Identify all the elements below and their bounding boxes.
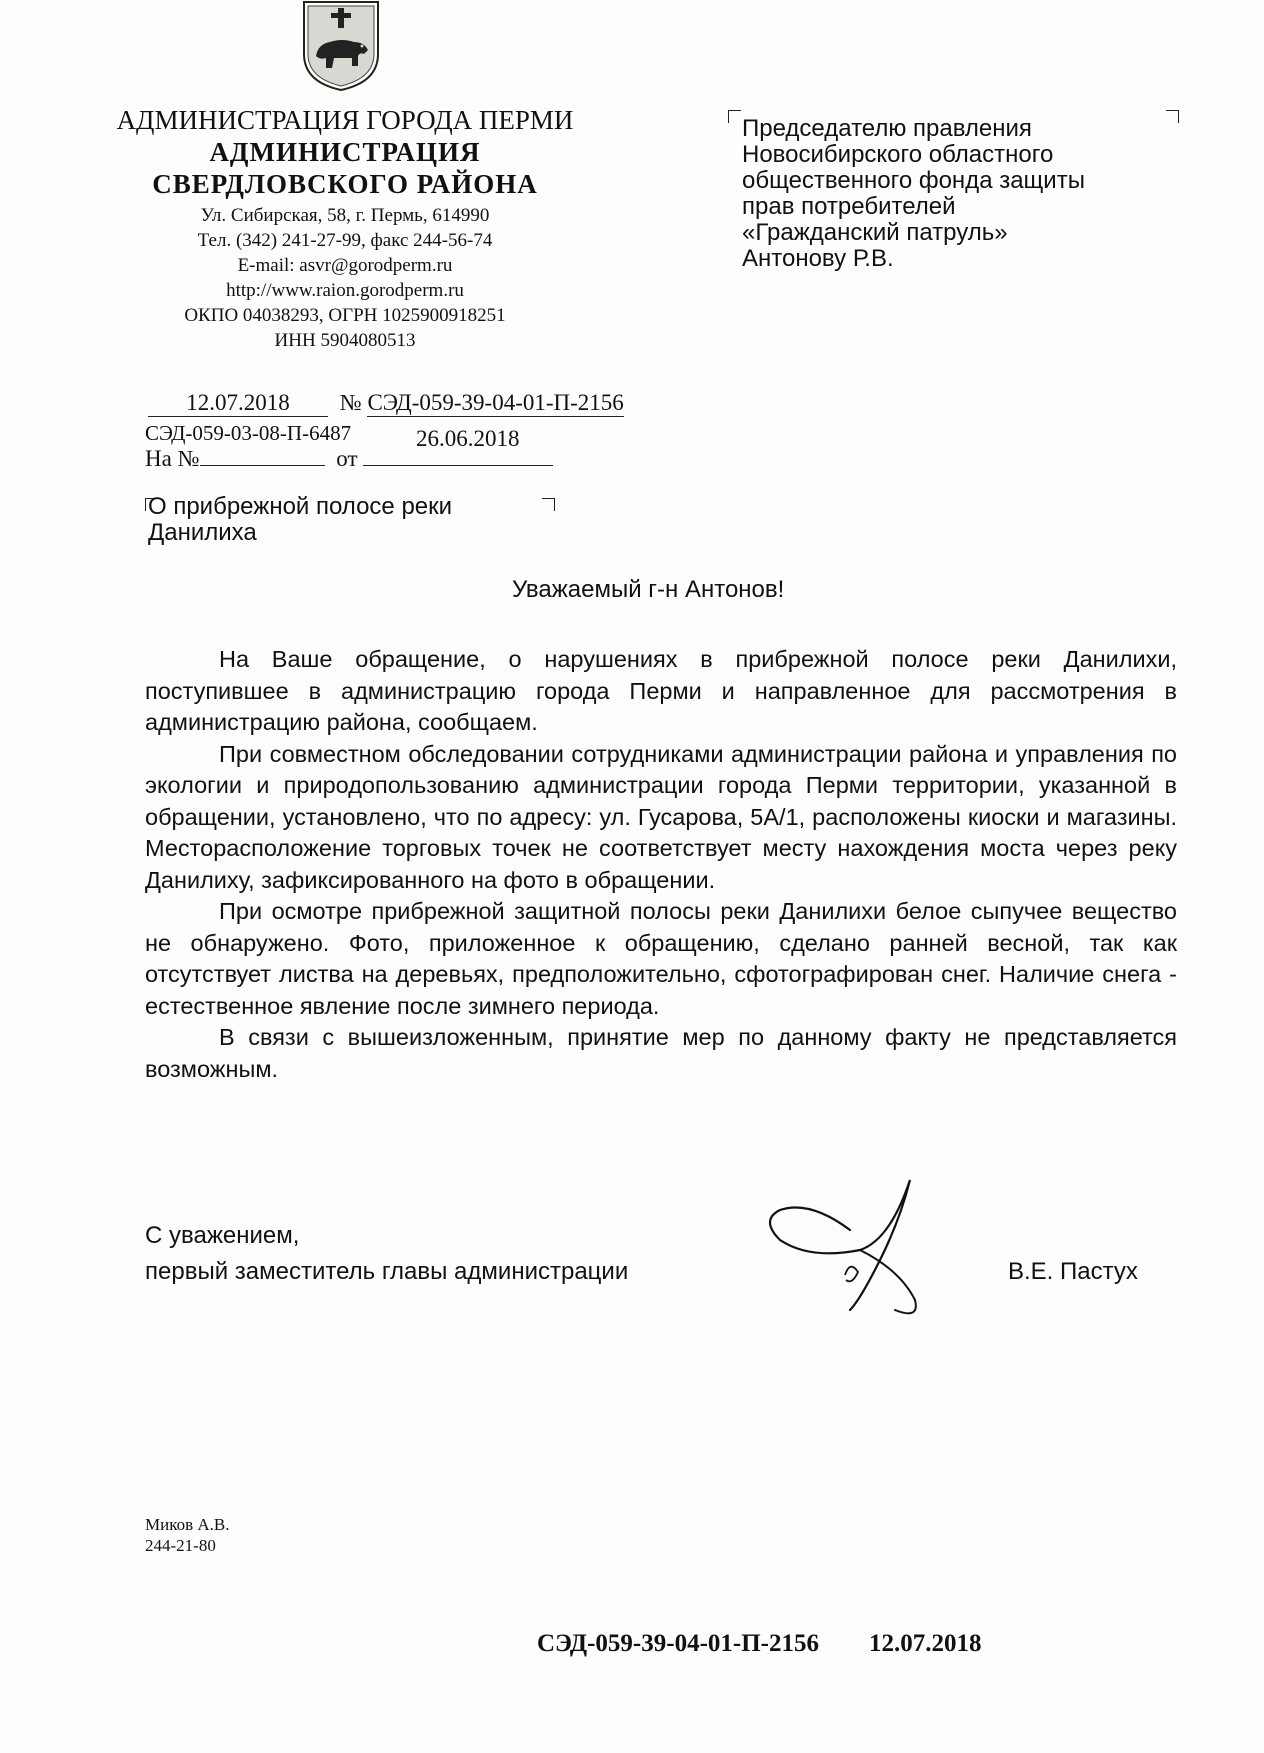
body-paragraph: На Ваше обращение, о нарушениях в прибрежной полосе реки Данилихи, поступившее в администрацию города Перми и направленное для рассмотрения в администрацию района, сообщаем. — [145, 646, 1177, 735]
recipient-line: прав потребителей — [742, 193, 956, 220]
footer-number: СЭД-059-39-04-01-П-2156 — [537, 1630, 820, 1657]
letterhead — [90, 104, 600, 353]
number-label: № — [339, 390, 362, 415]
subject-line: О прибрежной полосе реки — [148, 493, 453, 520]
closing: С уважением, — [145, 1222, 300, 1249]
outgoing-number: СЭД-059-39-04-01-П-2156 — [367, 390, 624, 415]
reference-line — [145, 446, 553, 472]
body-paragraph: В связи с вышеизложенным, принятие мер по данному факту не представляется возможным. — [145, 1024, 1177, 1082]
ref-blank — [200, 447, 325, 466]
handwritten-signature-icon — [750, 1160, 950, 1320]
subject-line: Данилиха — [148, 519, 257, 546]
incoming-number: СЭД-059-03-08-П-6487 — [145, 421, 352, 445]
subject-corner-right — [542, 498, 555, 511]
signatory-name: В.Е. Пастух — [1008, 1258, 1138, 1285]
address: Ул. Сибирская, 58, г. Пермь, 614990 — [200, 205, 490, 226]
recipient-block — [742, 116, 1182, 272]
okpo-ogrn: ОКПО 04038293, ОГРН 1025900918251 — [184, 305, 506, 326]
subject — [148, 494, 528, 546]
footer-date: 12.07.2018 — [869, 1630, 982, 1657]
body-paragraph: При осмотре прибрежной защитной полосы реки Данилихи белое сыпучее вещество не обнаружено. Фото, приложенное к обращению, сделано ранней весной, так как отсутствует листва на деревьях, предположительно, сфотографирован снег. Наличие снега - естественное явление после зимнего периода. — [145, 898, 1177, 1019]
recipient-corner-left — [728, 110, 741, 123]
executor-name: Миков А.В. — [145, 1515, 230, 1534]
signatory-position: первый заместитель главы администрации — [145, 1258, 629, 1285]
recipient-line: Новосибирского областного — [742, 141, 1054, 168]
letter-body — [145, 644, 1177, 1085]
recipient-line: Антонову Р.В. — [742, 245, 894, 272]
outgoing-date: 12.07.2018 — [148, 390, 328, 417]
perm-coat-of-arms-icon — [298, 0, 384, 92]
executor-block — [145, 1514, 230, 1556]
email: E-mail: asvr@gorodperm.ru — [237, 255, 453, 276]
website: http://www.raion.gorodperm.ru — [226, 280, 464, 301]
footer-registration — [537, 1630, 982, 1658]
executor-phone: 244-21-80 — [145, 1536, 216, 1555]
ref-label: На № — [145, 446, 200, 471]
inn: ИНН 5904080513 — [274, 330, 416, 351]
outgoing-registration — [148, 390, 624, 417]
district-admin-title-1: АДМИНИСТРАЦИЯ — [209, 137, 481, 167]
incoming-date: 26.06.2018 — [416, 426, 520, 451]
district-admin-title-2: СВЕРДЛОВСКОГО РАЙОНА — [152, 169, 538, 199]
recipient-line: Председателю правления — [742, 115, 1032, 142]
from-label: от — [336, 446, 358, 471]
recipient-line: «Гражданский патруль» — [742, 219, 1008, 246]
from-blank — [363, 447, 553, 466]
body-paragraph: При совместном обследовании сотрудниками администрации района и управления по экологии и природопользованию администрации города Перми территории, указанной в обращении, установлено, что по адресу: ул. Гусарова, 5А/1, расположены киоски и магазины. Месторасположение торговых точек не соответствует месту нахождения моста через реку Данилиху, зафиксированного на фото в обращении. — [145, 740, 1177, 893]
recipient-line: общественного фонда защиты — [742, 167, 1085, 194]
city-admin-title: АДМИНИСТРАЦИЯ ГОРОДА ПЕРМИ — [116, 105, 574, 135]
salutation: Уважаемый г-н Антонов! — [512, 576, 785, 603]
phone: Тел. (342) 241-27-99, факс 244-56-74 — [197, 230, 493, 251]
